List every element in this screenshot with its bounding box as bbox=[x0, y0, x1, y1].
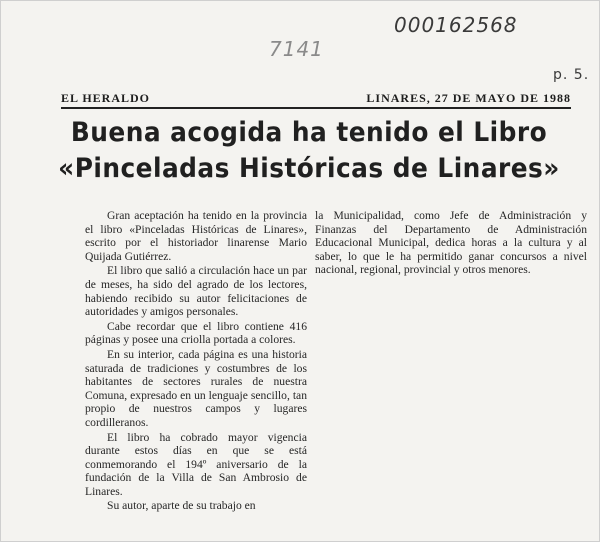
article-paragraph: Cabe recordar que el libro contiene 416 páginas y posee una criolla portada a colores. bbox=[85, 319, 307, 347]
article-paragraph: Su autor, aparte de su trabajo en bbox=[107, 499, 256, 513]
dateline: LINARES, 27 DE MAYO DE 1988 bbox=[366, 91, 571, 105]
article-paragraph-continued: la Municipalidad, como Jefe de Administración y Finanzas del Departamento de Administración Educacional Municipal, dedica horas a la cultura y al saber, lo que le ha permitido ganar concursos a nivel nacional, regional, provincial y otros menores. bbox=[315, 209, 587, 277]
article-paragraph: El libro ha cobrado mayor vigencia durante estos días en que se está conmemorando el 194º aniversario de la fundación de la Villa de San Ambrosio de Linares. bbox=[85, 430, 307, 498]
handwritten-page-note: p. 5. bbox=[553, 67, 590, 83]
newspaper-name: EL HERALDO bbox=[61, 91, 151, 105]
article-paragraph: Gran aceptación ha tenido en la provincia el libro «Pinceladas Históricas de Linares», escrito por el historiador linarense Mario Quijada Gutiérrez. bbox=[85, 209, 307, 263]
newspaper-masthead bbox=[61, 91, 571, 109]
article-paragraph: En su interior, cada página es una historia saturada de tradiciones y costumbres de los habitantes de sectores rurales de nuestra Comuna, expresado en un lenguaje sencillo, tan propio de nuestros campos y lugares cordilleranos. bbox=[85, 347, 307, 429]
article-headline bbox=[51, 115, 566, 187]
article-column-left bbox=[85, 209, 307, 514]
article-column-right bbox=[315, 209, 587, 278]
article-paragraph: El libro que salió a circulación hace un par de meses, ha sido del agrado de los lectores, habiendo recibido su autor felicitaciones de autoridades y amigos personales. bbox=[85, 264, 307, 319]
handwritten-number: 7141 bbox=[269, 37, 324, 61]
headline-line-1: Buena acogida ha tenido el Libro bbox=[70, 117, 548, 148]
handwritten-catalog-id: 000162568 bbox=[394, 13, 518, 37]
headline-line-2: «Pinceladas Históricas de Linares» bbox=[58, 153, 560, 184]
